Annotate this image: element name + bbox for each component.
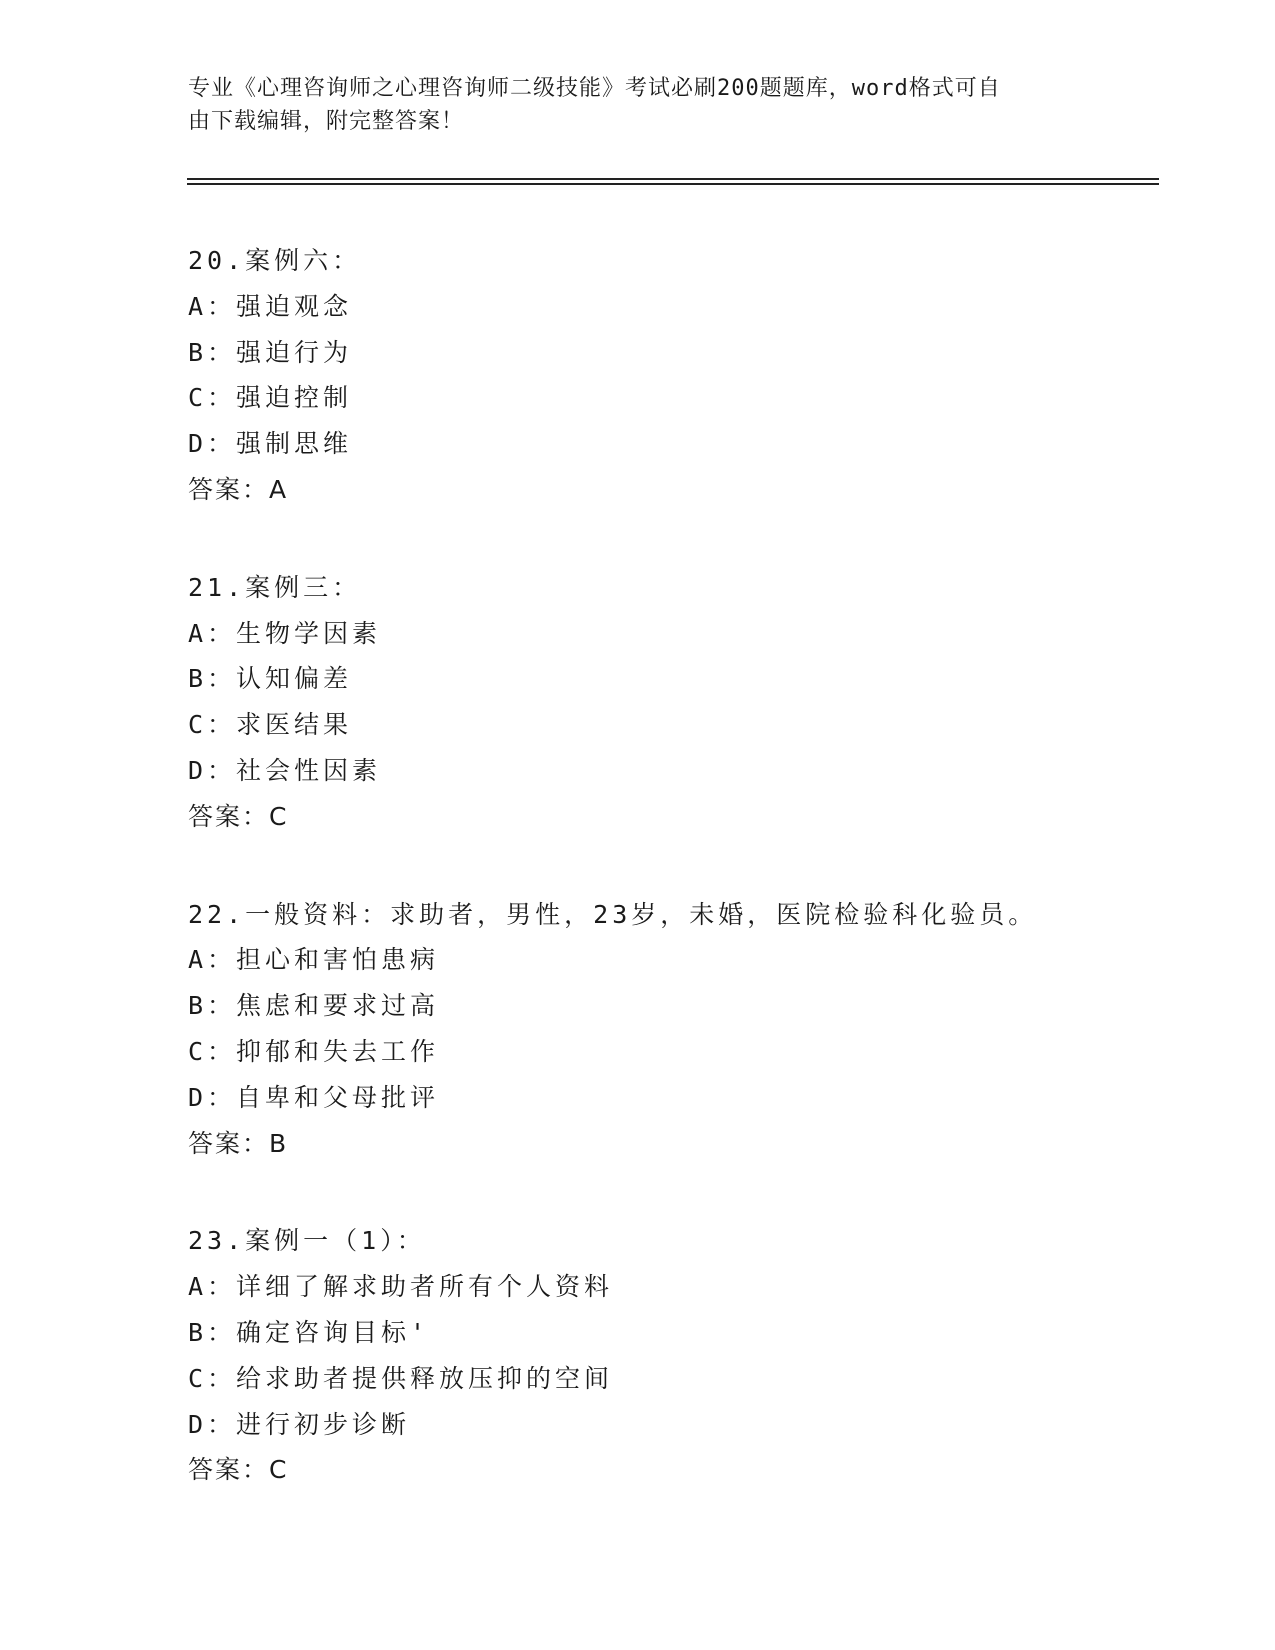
question-23 [188,1218,1148,1493]
header-line-2: 由下载编辑，附完整答案！ [188,109,465,134]
answer: 答案：B [188,1128,289,1158]
header-line-1: 专业《心理咨询师之心理咨询师二级技能》考试必刷200题题库，word格式可自 [188,76,1001,101]
header-divider-top [187,178,1159,180]
option-b: B：确定咨询目标' [188,1317,430,1347]
option-a: A：强迫观念 [188,291,353,321]
option-a: A：担心和害怕患病 [188,945,440,975]
question-20 [188,238,1148,513]
option-a: A：生物学因素 [188,618,382,648]
question-stem: 22.一般资料：求助者，男性，23岁，未婚，医院检验科化验员。 [188,899,1038,929]
header-divider-bottom [187,183,1159,185]
option-d: D：强制思维 [188,429,353,459]
option-c: C：求医结果 [188,710,353,740]
answer: 答案：C [188,1455,289,1485]
option-d: D：进行初步诊断 [188,1409,411,1439]
option-d: D：自卑和父母批评 [188,1082,440,1112]
question-stem: 23.案例一（1）： [188,1226,426,1256]
option-c: C：强迫控制 [188,383,353,413]
option-c: C：抑郁和失去工作 [188,1036,440,1066]
document-header [188,72,1068,138]
question-stem: 21.案例三： [188,572,362,602]
option-b: B：焦虑和要求过高 [188,991,440,1021]
question-21 [188,565,1148,840]
question-list [188,238,1148,1545]
option-b: B：强迫行为 [188,337,353,367]
question-22 [188,892,1148,1167]
option-b: B：认知偏差 [188,664,353,694]
option-d: D：社会性因素 [188,755,382,785]
option-c: C：给求助者提供释放压抑的空间 [188,1363,614,1393]
question-stem: 20.案例六： [188,246,362,275]
answer: 答案：C [188,801,289,831]
option-a: A：详细了解求助者所有个人资料 [188,1272,614,1302]
answer: 答案：A [188,474,289,504]
